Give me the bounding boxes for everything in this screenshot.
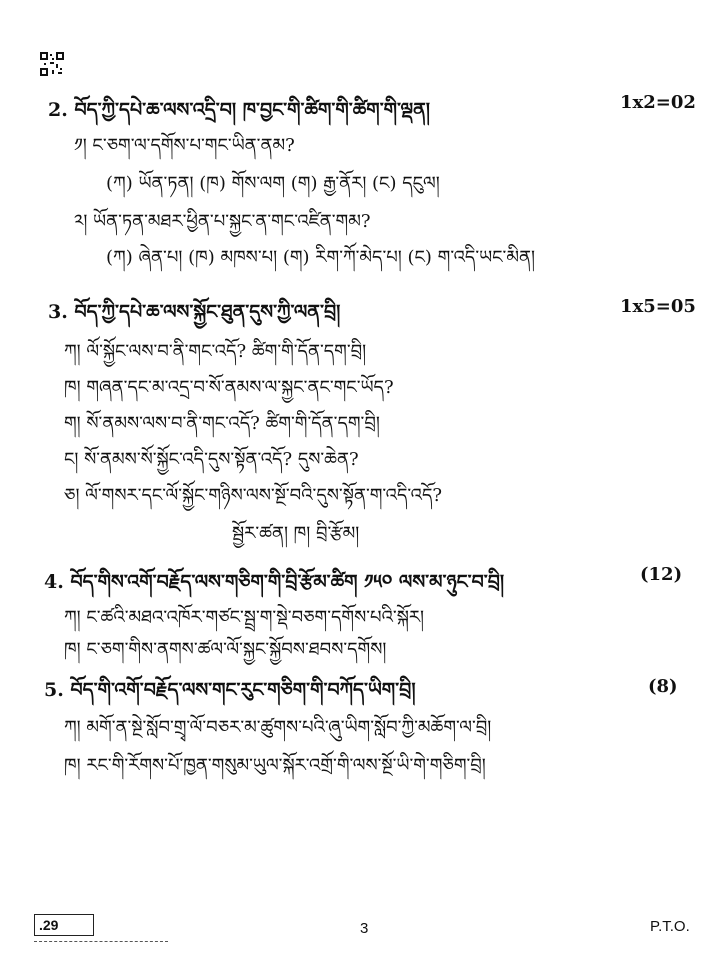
q3-line-5: ཅ། ལོ་གསར་དང་ལོ་སྐྱོང་གཉིས་ལས་སྔོ་བའི་དུས་སྟོན་ག་འདི་འདོ? [64, 485, 443, 506]
page-number: 3 [360, 920, 369, 937]
q2-sub-question-1-options: (ཀ) ཡོན་ཏན། (ཁ) གོས་ལག (ག) རྒྱ་ནོར། (ང) དངུལ། [106, 173, 440, 194]
q3-line-1: ཀ། ལོ་སྐྱོང་ལས་བ་ནི་གང་འདོ? ཚིག་གི་དོན་དག་བྲི། [64, 341, 367, 362]
q5-line-2: ཁ། རང་གི་རོགས་པོ་ཁྱན་གསུམ་ཡུལ་སྐོར་འགྲོ་གི་ལས་སྔོ་ཡི་གེ་གཅིག་བྲི། [64, 755, 486, 776]
q2-heading: 2. བོད་ཀྱི་དཔེ་ཆ་ལས་འདྲི་བ། ཁ་བྱང་གི་ཚིག་གི་ཚིག་གི་ལྡན། [48, 99, 431, 121]
pto-label: P.T.O. [650, 918, 690, 935]
q2-sub-question-2: ༢། ཡོན་ཏན་མཐར་ཕྱིན་པ་སྐྱང་ན་གང་འཛིན་གམ? [74, 211, 371, 232]
q4-line-1: ཀ། ང་ཚའི་མཐའ་འཁོར་གཙང་སྦྲ་ག་སྡེ་བཅག་དགོས་པའི་སྐོར། [64, 607, 425, 628]
q4-line-2: ཁ། ང་ཅག་གིས་ནགས་ཚལ་ལོ་སྐྱང་སྐྱོབས་ཐབས་དགོས། [64, 639, 387, 660]
q2-marks: 1x2=02 [620, 92, 696, 113]
q5-line-1: ཀ། མགོ་ན་སྔེ་སློབ་གྲྭ་ལོ་བཅར་མ་ཚུགས་པའི་ཞུ་ཡིག་སློབ་ཀྱི་མཆོག་ལ་བྲི། [64, 717, 492, 738]
q5-marks: (8) [648, 676, 678, 697]
q4-marks: (12) [640, 564, 683, 585]
q3-heading: 3. བོད་ཀྱི་དཔེ་ཆ་ལས་སྐྱོང་ཐུན་དུས་ཀྱི་ལན་བྲི། [48, 301, 341, 323]
q5-heading: 5. བོད་གི་འགོ་བརྗོད་ལས་གང་རུང་གཅིག་གི་བཀོད་ཡིག་བྲི། [44, 679, 416, 701]
q2-sub-question-1: ༡། ང་ཅག་ལ་དགོས་པ་གང་ཡིན་ནམ? [74, 135, 295, 156]
q2-sub-question-2-options: (ཀ) ཞེན་པ། (ཁ) མཁས་པ། (ག) རིག་ཀོ་མེད་པ། (ང) ག་འདི་ཡང་མིན། [106, 247, 535, 268]
section-label: སྦྱོར་ཚན། ཁ། བྲི་རྩོམ། [232, 523, 360, 544]
footer-divider [34, 941, 168, 942]
qr-code-icon [40, 52, 64, 76]
footer-code-box: .29 [34, 914, 94, 936]
q3-line-4: ང། སོ་ནམས་སོ་སྐྱོང་འདི་དུས་སྟོན་འདོ? དུས་ཆེན? [64, 449, 359, 470]
q3-marks: 1x5=05 [620, 296, 696, 317]
q3-line-2: ཁ། གཞན་དང་མ་འདྲ་བ་སོ་ནམས་ལ་སྐྱང་ནང་གང་ཡོད? [64, 377, 394, 398]
q4-heading: 4. བོད་གིས་འགོ་བརྗོད་ལས་གཅིག་གི་བྲི་རྩོམ་ཚིག ༡༥༠ ལས་མ་ཉུང་བ་བྲི། [44, 571, 505, 593]
q3-line-3: ག། སོ་ནམས་ལས་བ་ནི་གང་འདོ? ཚིག་གི་དོན་དག་བྲི། [64, 413, 380, 434]
